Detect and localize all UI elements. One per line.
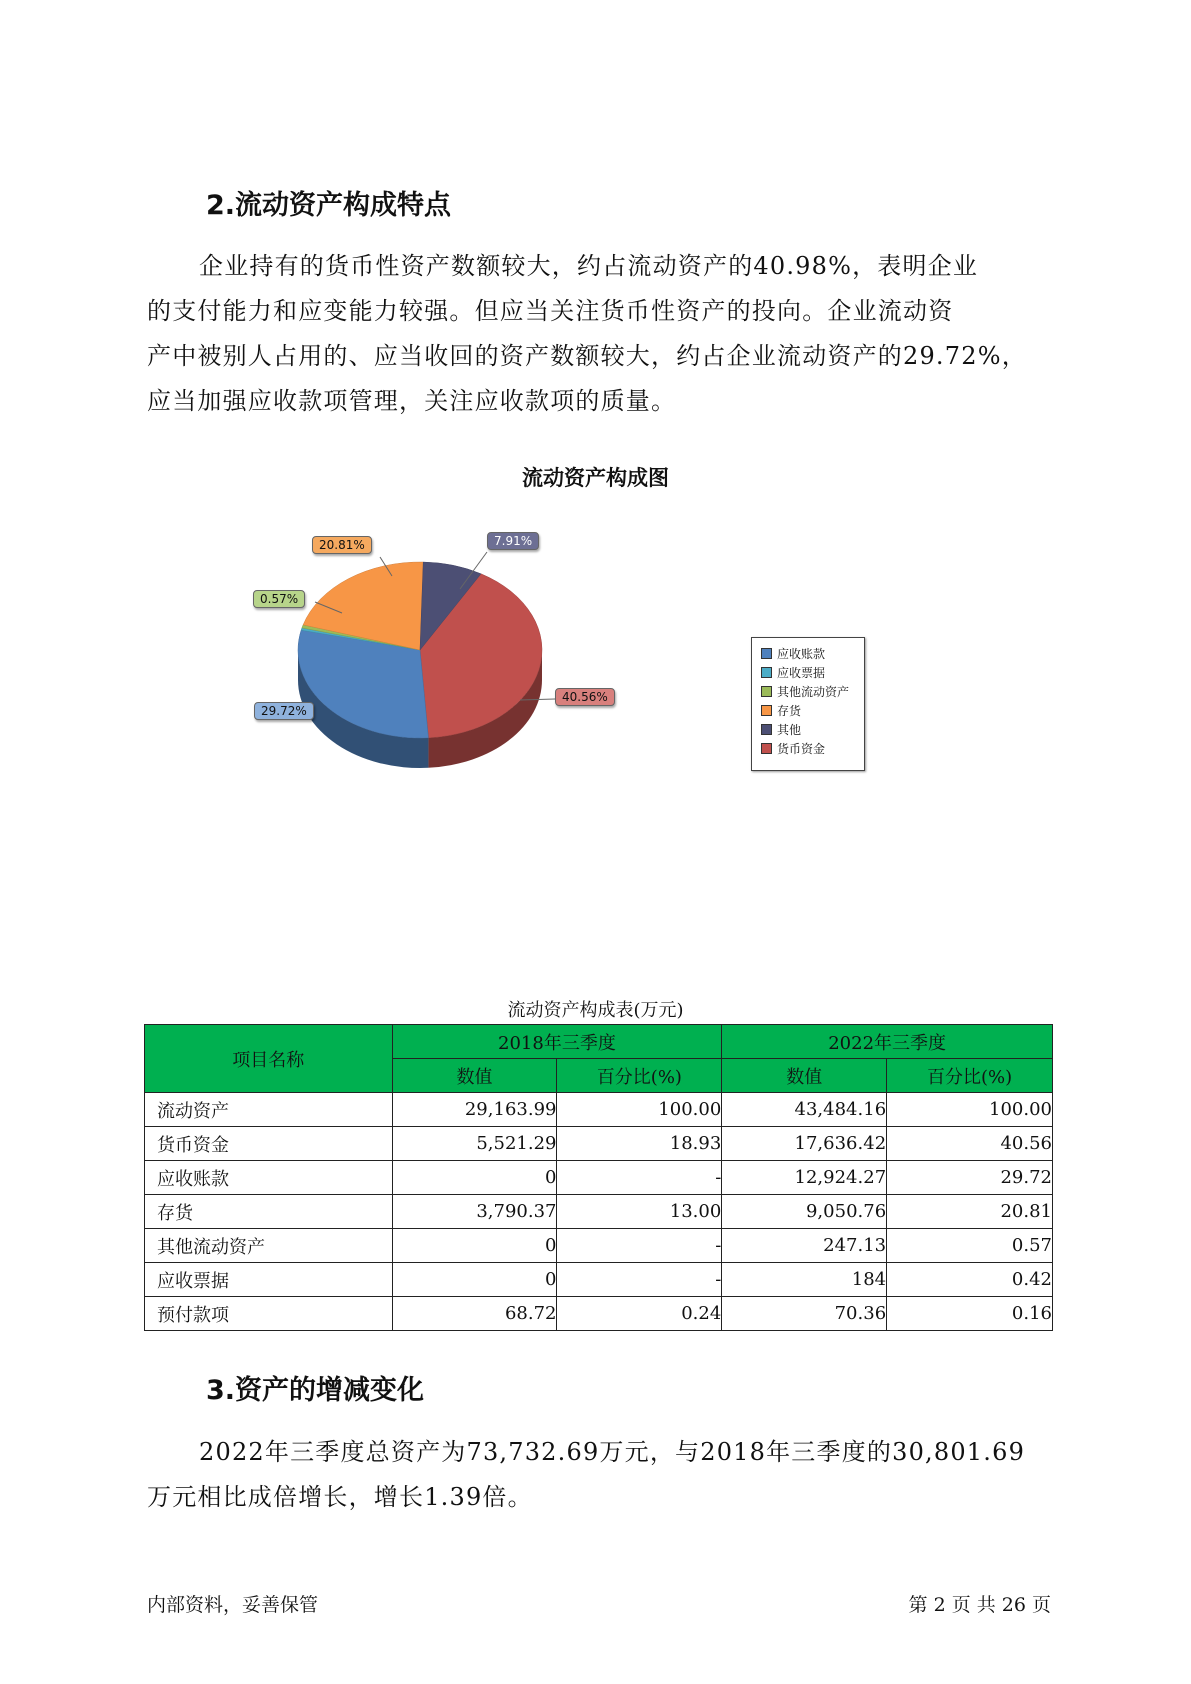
- cell: 247.13: [722, 1229, 887, 1263]
- cell: 68.72: [392, 1297, 557, 1331]
- cell: 0.16: [887, 1297, 1053, 1331]
- pie-data-label: 29.72%: [254, 702, 314, 720]
- cell: 3,790.37: [392, 1195, 557, 1229]
- legend-swatch: [761, 686, 772, 697]
- cell: 100.00: [887, 1093, 1053, 1127]
- page-number: 第 2 页 共 26 页: [908, 1594, 1051, 1616]
- cell: 0: [392, 1229, 557, 1263]
- cell: 18.93: [557, 1127, 722, 1161]
- section-heading: 3.资产的增减变化: [206, 1375, 425, 1406]
- table-row: [145, 1195, 1053, 1229]
- cell: 13.00: [557, 1195, 722, 1229]
- cell: 100.00: [557, 1093, 722, 1127]
- legend-item: [761, 722, 801, 738]
- legend-label: 存货: [777, 704, 802, 718]
- header-period: 2018年三季度: [392, 1025, 722, 1059]
- footer-note: 内部资料，妥善保管: [147, 1594, 319, 1616]
- legend-swatch: [761, 705, 772, 716]
- legend-item: [761, 665, 825, 681]
- table-row: [145, 1263, 1053, 1297]
- legend-label: 应收账款: [777, 647, 826, 661]
- row-label: 应收票据: [145, 1263, 393, 1297]
- cell: 29.72: [887, 1161, 1053, 1195]
- section-heading: 2.流动资产构成特点: [206, 190, 452, 221]
- pie-data-label: 7.91%: [487, 532, 539, 550]
- cell: 0.24: [557, 1297, 722, 1331]
- legend-label: 货币资金: [777, 742, 826, 756]
- legend-swatch: [761, 648, 772, 659]
- cell: 70.36: [722, 1297, 887, 1331]
- header-sub: 百分比(%): [557, 1059, 722, 1093]
- cell: 0: [392, 1263, 557, 1297]
- header-period: 2022年三季度: [722, 1025, 1053, 1059]
- cell: 29,163.99: [392, 1093, 557, 1127]
- cell: 184: [722, 1263, 887, 1297]
- cell: -: [557, 1229, 722, 1263]
- paragraph-line: 企业持有的货币性资产数额较大，约占流动资产的40.98%，表明企业: [199, 252, 979, 280]
- paragraph-line: 2022年三季度总资产为73,732.69万元，与2018年三季度的30,801.69: [199, 1438, 1026, 1466]
- table-row: [145, 1161, 1053, 1195]
- legend-item: [761, 703, 801, 719]
- header-item-name: 项目名称: [145, 1025, 393, 1093]
- paragraph: [147, 1430, 1047, 1520]
- table-row: [145, 1127, 1053, 1161]
- row-label: 货币资金: [145, 1127, 393, 1161]
- legend-item: [761, 741, 825, 757]
- paragraph-line: 产中被别人占用的、应当收回的资产数额较大，约占企业流动资产的29.72%，: [147, 342, 1027, 370]
- row-label: 流动资产: [145, 1093, 393, 1127]
- cell: 17,636.42: [722, 1127, 887, 1161]
- paragraph-line: 万元相比成倍增长，增长1.39倍。: [147, 1483, 533, 1511]
- row-label: 存货: [145, 1195, 393, 1229]
- legend-swatch: [761, 724, 772, 735]
- cell: 0.42: [887, 1263, 1053, 1297]
- pie-data-label: 0.57%: [253, 590, 305, 608]
- header-sub: 数值: [722, 1059, 887, 1093]
- legend-swatch: [761, 743, 772, 754]
- table-row: [145, 1229, 1053, 1263]
- row-label: 其他流动资产: [145, 1229, 393, 1263]
- pie-data-label: 20.81%: [312, 536, 372, 554]
- legend-item: [761, 684, 849, 700]
- legend-item: [761, 646, 825, 662]
- legend-label: 其他: [777, 723, 802, 737]
- legend-label: 应收票据: [777, 666, 826, 680]
- pie-chart: [0, 0, 1191, 800]
- header-sub: 数值: [392, 1059, 557, 1093]
- cell: -: [557, 1263, 722, 1297]
- header-sub: 百分比(%): [887, 1059, 1053, 1093]
- cell: 9,050.76: [722, 1195, 887, 1229]
- table-row: [145, 1297, 1053, 1331]
- paragraph-line: 应当加强应收款项管理，关注应收款项的质量。: [147, 387, 677, 415]
- cell: 20.81: [887, 1195, 1053, 1229]
- cell: 0: [392, 1161, 557, 1195]
- chart-title: 流动资产构成图: [522, 466, 669, 490]
- legend-label: 其他流动资产: [777, 685, 850, 699]
- cell: 40.56: [887, 1127, 1053, 1161]
- chart-legend: [751, 637, 865, 771]
- current-assets-table: [144, 1024, 1053, 1331]
- paragraph-line: 的支付能力和应变能力较强。但应当关注货币性资产的投向。企业流动资: [147, 297, 954, 325]
- cell: 5,521.29: [392, 1127, 557, 1161]
- table-caption: 流动资产构成表(万元): [507, 1000, 684, 1021]
- row-label: 预付款项: [145, 1297, 393, 1331]
- pie-data-label: 40.56%: [555, 688, 615, 706]
- cell: 43,484.16: [722, 1093, 887, 1127]
- row-label: 应收账款: [145, 1161, 393, 1195]
- table-row: [145, 1093, 1053, 1127]
- cell: 0.57: [887, 1229, 1053, 1263]
- cell: -: [557, 1161, 722, 1195]
- legend-swatch: [761, 667, 772, 678]
- cell: 12,924.27: [722, 1161, 887, 1195]
